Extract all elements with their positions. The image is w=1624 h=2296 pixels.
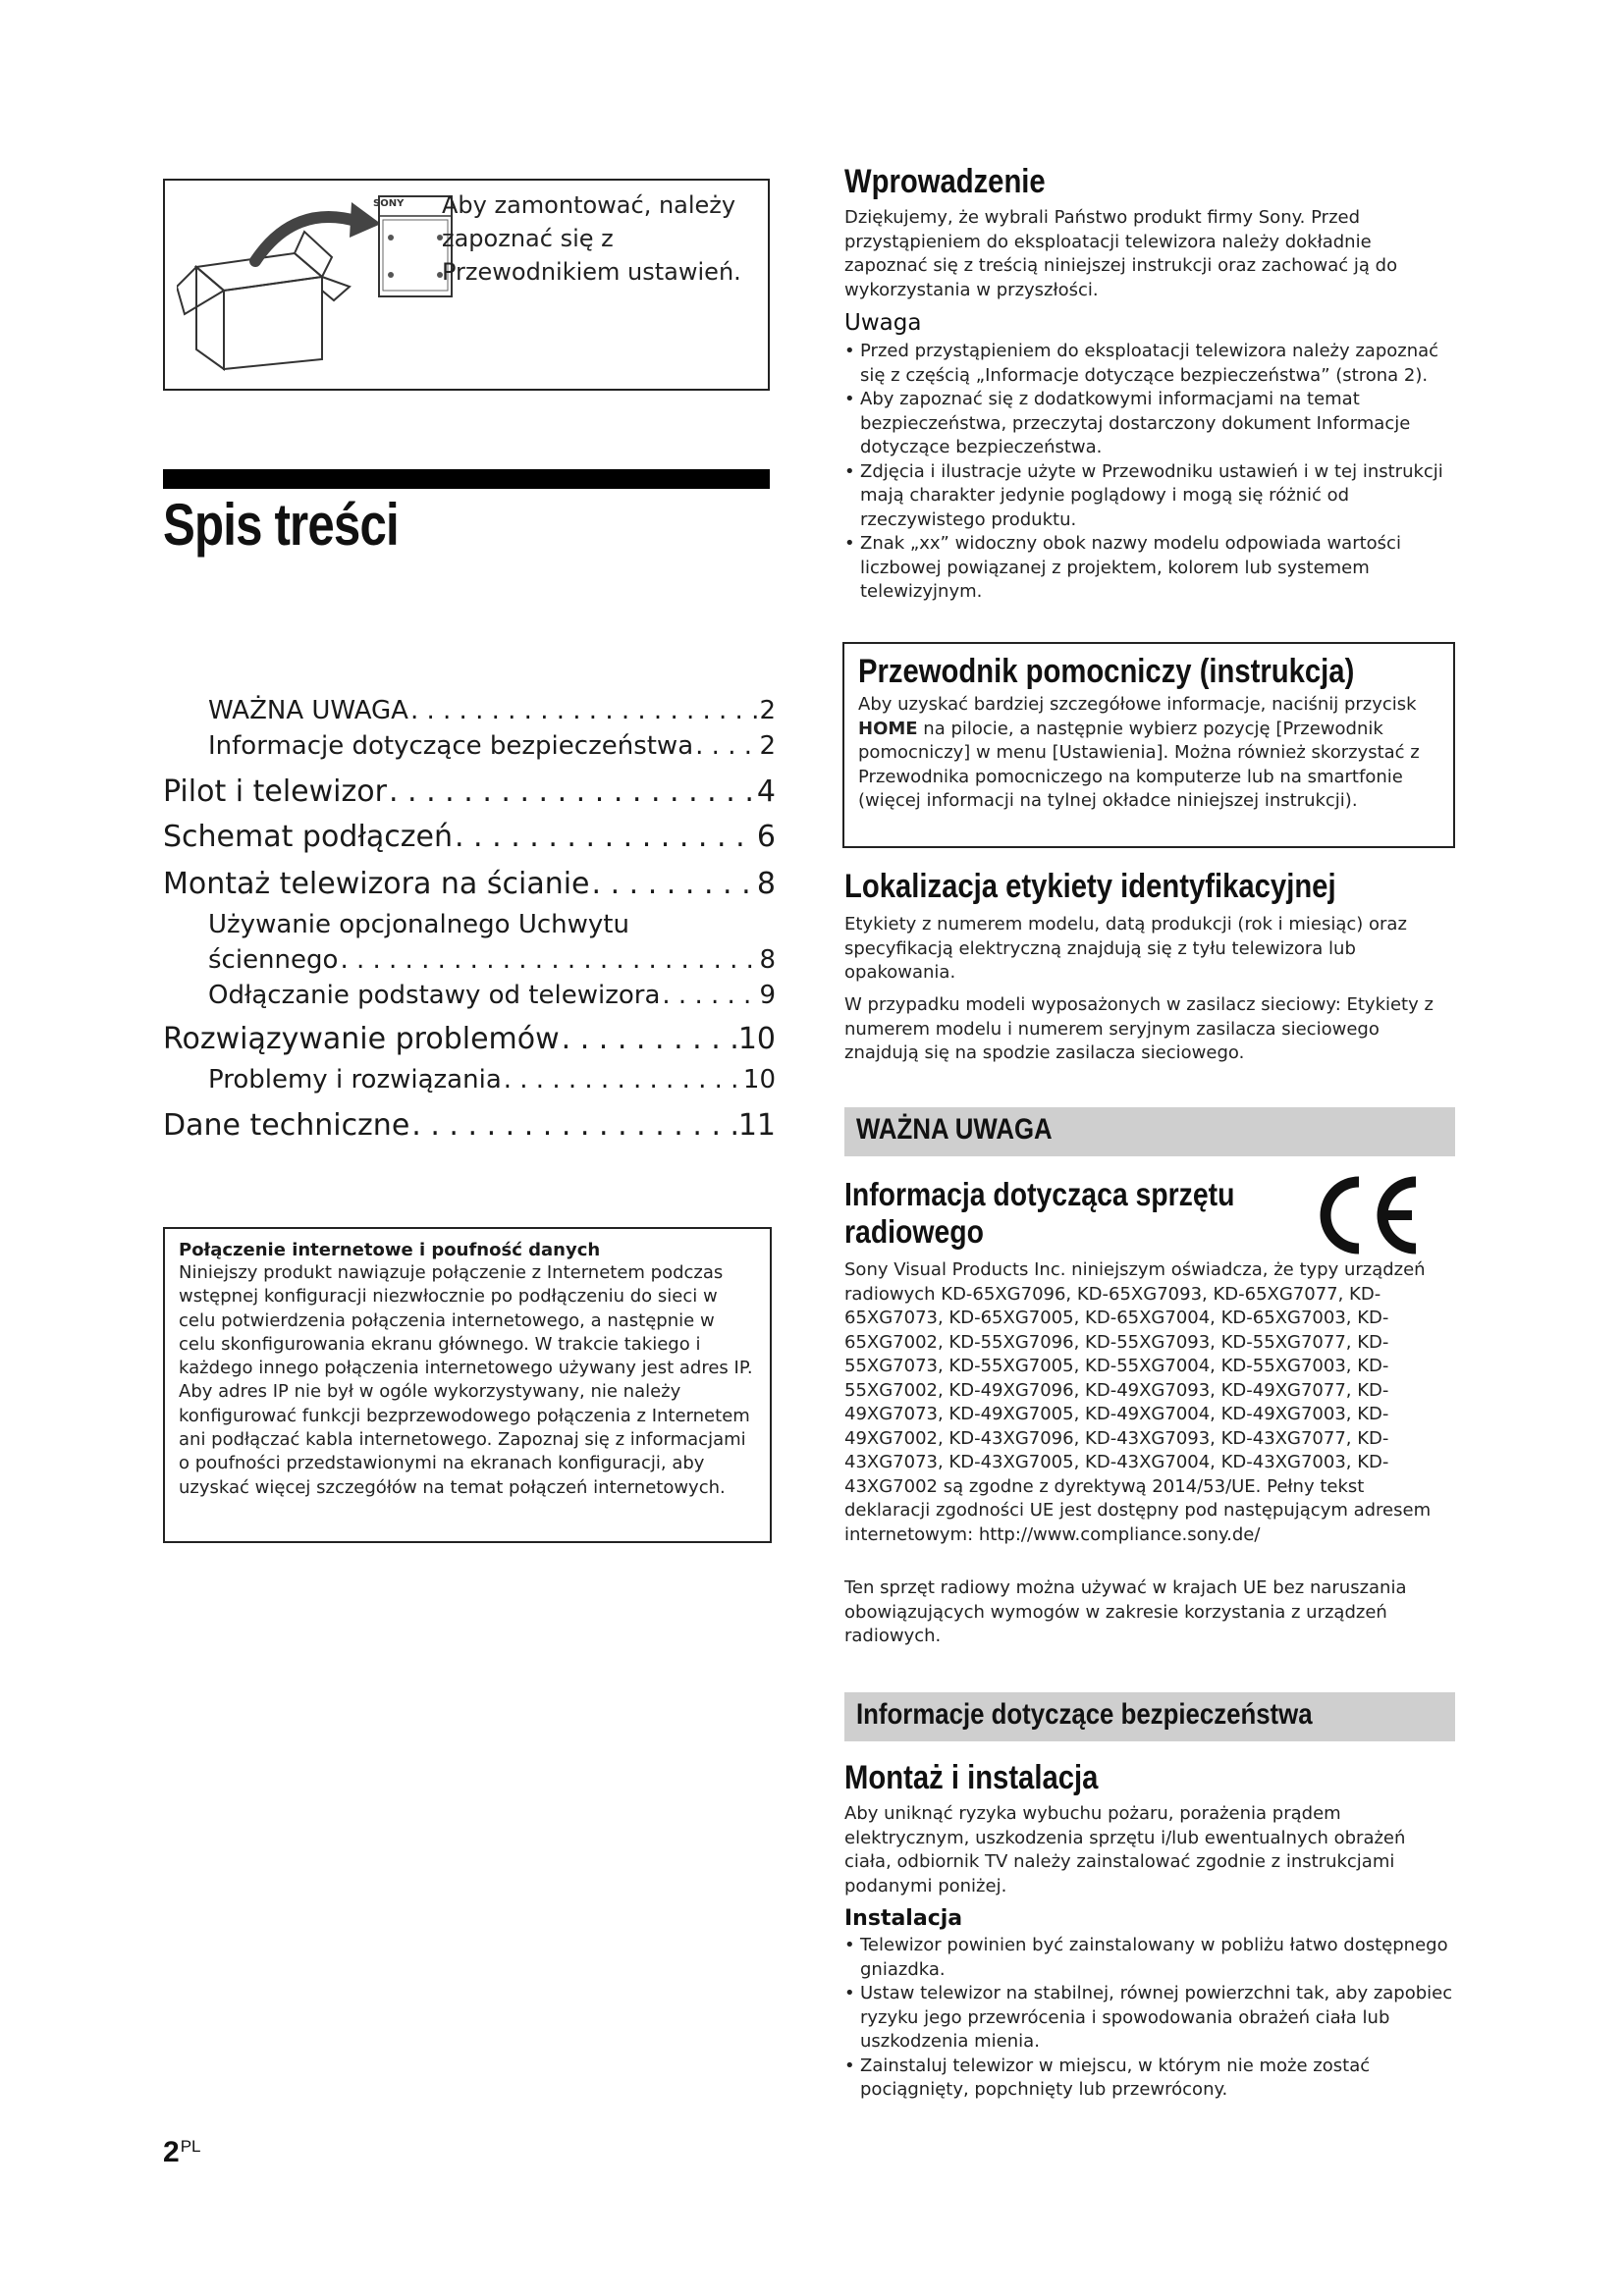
radio-info-body: Sony Visual Products Inc. niniejszym oświadcza, że typy urządzeń radiowych KD-65XG7096, KD-65XG7093, KD-65XG7077, KD-65XG7073, KD-65XG7005, KD-65XG7004, KD-65XG7003, KD-65XG7002, KD-55XG7096, KD-55XG7093, KD-55XG7077, KD-55XG7073, KD-55XG7005, KD-55XG7004, KD-55XG7003, KD-55XG7002, KD-49XG7096, KD-49XG7093, KD-49XG7077, KD-49XG7073, KD-49XG7005, KD-49XG7004, KD-49XG7003, KD-49XG7002, KD-43XG7096, KD-43XG7093, KD-43XG7077, KD-43XG7073, KD-43XG7005, KD-43XG7004, KD-43XG7003, KD-43XG7002 są zgodne z dyrektywą 2014/53/UE. Pełny tekst deklaracji zgodności UE jest dostępny pod następującym adresem internetowym: http://www.compliance.sony.de/ bbox=[844, 1259, 1432, 1545]
note-list bbox=[844, 340, 1453, 605]
toc-title-bar bbox=[163, 469, 770, 489]
toc-entry[interactable]: Schemat podłączeń . . . 6 bbox=[163, 815, 776, 860]
toc-entry[interactable]: Problemy i rozwiązania . . . 10 bbox=[163, 1062, 776, 1097]
help-guide-body: Aby uzyskać bardziej szczegółowe informacje, naciśnij przycisk HOME na pilocie, a następnie wybierz pozycję [Przewodnik pomocniczy] w menu [Ustawienia]. Można również skorzystać z Przewodnika pomocniczego na komputerze lub na smartfonie (więcej informacji na tylnej okładce niniejszej instrukcji). bbox=[858, 694, 1420, 811]
mount-body: Aby uniknąć ryzyka wybuchu pożaru, porażenia prądem elektrycznym, uszkodzenia sprzętu i/lub ewentualnych obrażeń ciała, odbiornik TV należy zainstalować zgodnie z instrukcjami podanymi poniżej. bbox=[844, 1803, 1406, 1896]
install-item: • Zainstaluj telewizor w miejscu, w którym nie może zostać pociągnięty, popchnięty lub przewrócony. bbox=[844, 2055, 1453, 2103]
important-notice-band bbox=[844, 1107, 1455, 1156]
help-guide-title: Przewodnik pomocniczy (instrukcja) bbox=[858, 653, 1355, 690]
setup-guide-text: Aby zamontować, należy zapoznać się z Przewodnikiem ustawień. bbox=[442, 191, 741, 286]
note-item: • Aby zapoznać się z dodatkowymi informacjami na temat bezpieczeństwa, przeczytaj dostarczony dokument Informacje dotyczące bezpieczeństwa. bbox=[844, 388, 1453, 460]
tv-logo: SONY bbox=[373, 198, 405, 209]
setup-guide-box bbox=[163, 179, 770, 391]
toc-entry[interactable]: WAŻNA UWAGA . . . 2 bbox=[163, 693, 776, 728]
install-item: • Telewizor powinien być zainstalowany w pobliżu łatwo dostępnego gniazdka. bbox=[844, 1934, 1453, 1982]
note-item: • Znak „xx” widoczny obok nazwy modelu odpowiada wartości liczbowej powiązanej z projektem, kolorem lub systemem telewizyjnym. bbox=[844, 532, 1453, 605]
safety-info-heading: Informacje dotyczące bezpieczeństwa bbox=[856, 1698, 1313, 1731]
language-code: PL bbox=[180, 2137, 201, 2156]
label-location-title: Lokalizacja etykiety identyfikacyjnej bbox=[844, 868, 1336, 905]
page-number: $2^{PL}$ bbox=[163, 2136, 201, 2168]
label-location-p1: Etykiety z numerem modelu, datą produkcji (rok i miesiąc) oraz specyfikacją elektryczną znajdują się z tyłu telewizora lub opakowania. bbox=[844, 914, 1407, 983]
note-title: Uwaga bbox=[844, 310, 922, 336]
install-title: Instalacja bbox=[844, 1906, 963, 1931]
intro-body: Dziękujemy, że wybrali Państwo produkt firmy Sony. Przed przystąpieniem do eksploatacji telewizora należy dokładnie zapoznać się z treścią niniejszej instrukcji oraz zachować ją do wykorzystania w przyszłości. bbox=[844, 207, 1398, 300]
radio-info-title: Informacja dotycząca sprzętu radiowego bbox=[844, 1176, 1235, 1250]
label-location-p2: W przypadku modeli wyposażonych w zasilacz sieciowy: Etykiety z numerem modelu i numerem seryjnym zasilacza sieciowego znajdują się na spodzie zasilacza sieciowego. bbox=[844, 994, 1434, 1063]
toc-entry[interactable]: Informacje dotyczące bezpieczeństwa . . . 2 bbox=[163, 728, 776, 764]
mount-title: Montaż i instalacja bbox=[844, 1759, 1099, 1796]
privacy-title: Połączenie internetowe i poufność danych bbox=[179, 1240, 601, 1260]
toc-title: Spis treści bbox=[163, 492, 399, 558]
privacy-body: Niniejszy produkt nawiązuje połączenie z Internetem podczas wstępnej konfiguracji niezwłocznie po podłączeniu do sieci w celu potwierdzenia połączenia internetowego, a następnie w celu skonfigurowania ekranu głównego. W trakcie takiego i każdego innego połączenia internetowego używany jest adres IP. Aby adres IP nie był w ogóle wykorzystywany, nie należy konfigurować funkcji bezprzewodowego połączenia z Internetem ani podłączać kabla internetowego. Zapoznaj się z informacjami o poufności przedstawionymi na ekranach konfiguracji, aby uzyskać więcej szczegółów na temat połączeń internetowych. bbox=[179, 1262, 753, 1498]
safety-info-band bbox=[844, 1692, 1455, 1741]
install-list bbox=[844, 1934, 1453, 2103]
install-item: • Ustaw telewizor na stabilnej, równej powierzchni tak, aby zapobiec ryzyku jego przewrócenia i spowodowania obrażeń ciała lub uszkodzenia mienia. bbox=[844, 1982, 1453, 2055]
toc-entry[interactable]: Odłączanie podstawy od telewizora . . . 9 bbox=[163, 978, 776, 1013]
intro-title: Wprowadzenie bbox=[844, 163, 1046, 200]
radio-info-body-2: Ten sprzęt radiowy można używać w krajach UE bez naruszania obowiązujących wymogów w zakresie korzystania z urządzeń radiowych. bbox=[844, 1577, 1407, 1646]
note-item: • Przed przystąpieniem do eksploatacji telewizora należy zapoznać się z częścią „Informacje dotyczące bezpieczeństwa” (strona 2). bbox=[844, 340, 1453, 388]
note-item: • Zdjęcia i ilustracje użyte w Przewodniku ustawień i w tej instrukcji mają charakter jedynie poglądowy i mogą się różnić od rzeczywistego produktu. bbox=[844, 460, 1453, 533]
help-guide-box bbox=[842, 642, 1455, 848]
toc-entry[interactable]: Dane techniczne . . . 11 bbox=[163, 1103, 776, 1148]
ce-mark-icon bbox=[1314, 1174, 1424, 1256]
privacy-notice-box bbox=[163, 1227, 772, 1543]
table-of-contents bbox=[163, 693, 776, 1148]
toc-entry[interactable]: Używanie opcjonalnego Uchwytu bbox=[208, 910, 629, 939]
toc-entry[interactable]: Montaż telewizora na ścianie . . . 8 bbox=[163, 862, 776, 907]
toc-entry[interactable]: Rozwiązywanie problemów . . . 10 bbox=[163, 1017, 776, 1062]
toc-entry[interactable]: ściennego . . . 8 bbox=[163, 942, 776, 978]
tv-box-unpacking-illustration bbox=[177, 192, 461, 379]
important-notice-heading: WAŻNA UWAGA bbox=[856, 1113, 1053, 1146]
home-button-label: HOME bbox=[858, 718, 918, 739]
toc-entry[interactable]: Pilot i telewizor . . . 4 bbox=[163, 770, 776, 815]
